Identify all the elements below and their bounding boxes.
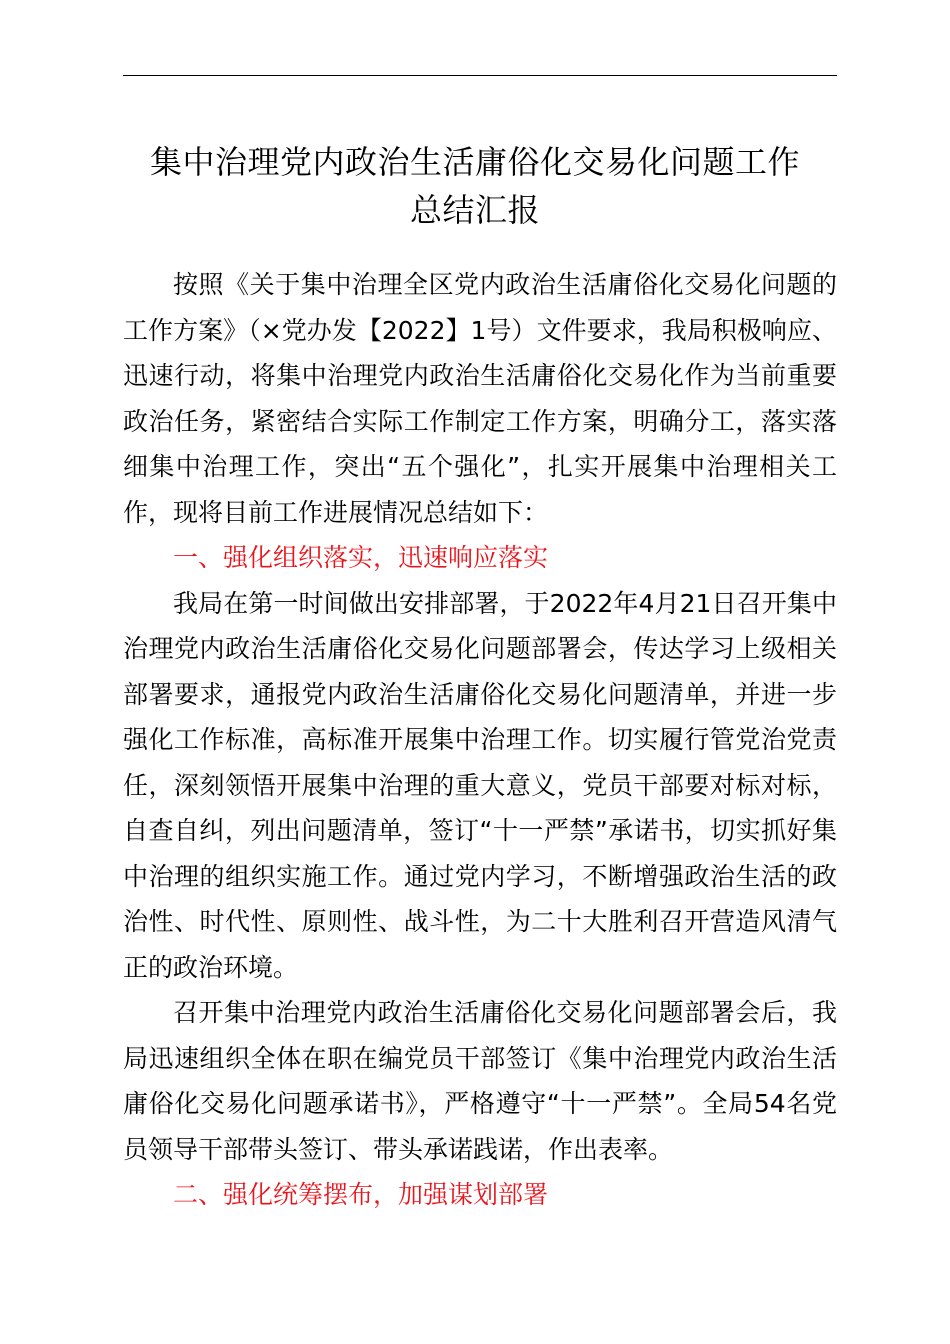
document-body — [123, 262, 837, 1218]
header-rule — [123, 75, 837, 76]
title-line-1: 集中治理党内政治生活庸俗化交易化问题工作 — [149, 143, 800, 181]
title-line-2: 总结汇报 — [409, 191, 540, 229]
intro-paragraph: 按照《关于集中治理全区党内政治生活庸俗化交易化问题的工作方案》（×党办发【2022】1号）文件要求，我局积极响应、迅速行动，将集中治理党内政治生活庸俗化交易化作为当前重要政治任务，紧密结合实际工作制定工作方案，明确分工，落实落细集中治理工作，突出“五个强化”，扎实开展集中治理相关工作，现将目前工作进展情况总结如下： — [123, 270, 837, 527]
section-1-paragraph-2: 召开集中治理党内政治生活庸俗化交易化问题部署会后，我局迅速组织全体在职在编党员干部签订《集中治理党内政治生活庸俗化交易化问题承诺书》，严格遵守“十一严禁”。全局54名党员领导干部带头签订、带头承诺践诺，作出表率。 — [123, 998, 837, 1164]
section-1-heading: 一、强化组织落实，迅速响应落实 — [173, 543, 549, 572]
section-1-paragraph-1: 我局在第一时间做出安排部署，于2022年4月21日召开集中治理党内政治生活庸俗化交易化问题部署会，传达学习上级相关部署要求，通报党内政治生活庸俗化交易化问题清单，并进一步强化工作标准，高标准开展集中治理工作。切实履行管党治党责任，深刻领悟开展集中治理的重大意义，党员干部要对标对标，自查自纠，列出问题清单，签订“十一严禁”承诺书，切实抓好集中治理的组织实施工作。通过党内学习，不断增强政治生活的政治性、时代性、原则性、战斗性，为二十大胜利召开营造风清气正的政治环境。 — [123, 588, 837, 982]
document-title — [100, 138, 850, 234]
section-2-heading: 二、强化统筹摆布，加强谋划部署 — [173, 1180, 549, 1209]
